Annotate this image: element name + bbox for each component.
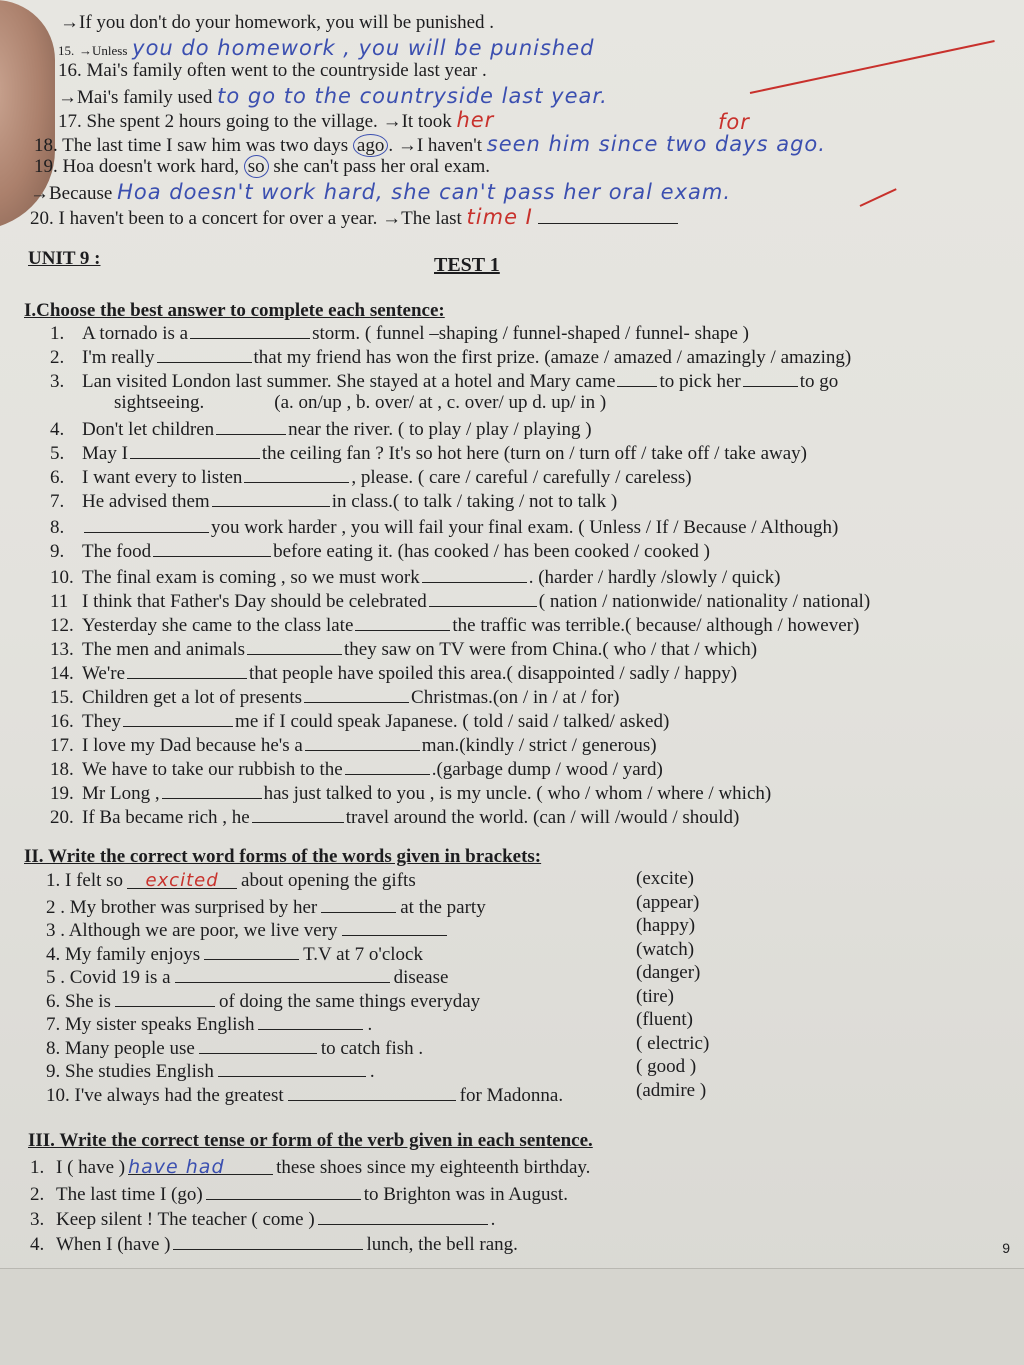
mcq-item: [50, 588, 870, 613]
answer-blank[interactable]: [617, 368, 657, 387]
handwritten-answer: time I: [466, 205, 533, 229]
item-number: 1.: [46, 870, 61, 891]
item-number: 13.: [50, 639, 74, 660]
item-text-before: The final exam is coming , so we must work: [82, 567, 420, 588]
answer-blank[interactable]: [153, 538, 271, 557]
circled-word: ago: [353, 134, 388, 157]
item-text-after: the traffic was terrible.( because/ although / however): [452, 615, 860, 636]
word-hint: (happy): [636, 915, 696, 936]
item-text-before: If Ba became rich , he: [82, 807, 250, 828]
word-hint: (appear): [636, 891, 700, 913]
rewrite-prefix: →Mai's family used: [58, 87, 213, 108]
rewrite-question: 20. I haven't been to a concert for over a year. →The last: [30, 208, 462, 229]
mcq-item: [82, 392, 606, 414]
item-text-before: The food: [82, 541, 152, 562]
red-mark: [860, 188, 897, 207]
item-text-after: you work harder , you will fail your final exam. ( Unless / If / Because / Although): [211, 517, 839, 538]
rewrite-line-15: [58, 36, 594, 61]
rewrite-line-16: 16. Mai's family often went to the countryside last year .: [58, 60, 487, 81]
red-mark: [750, 40, 995, 94]
item-text-before: Covid 19 is a: [69, 967, 171, 988]
handwritten-answer: have had: [128, 1156, 225, 1178]
item-text-before: I felt so: [65, 870, 124, 891]
test-title: TEST 1: [434, 254, 500, 276]
mcq-item: [50, 684, 619, 709]
answer-blank[interactable]: [244, 464, 349, 483]
word-form-item: [46, 1035, 423, 1060]
item-text-before: A tornado is a: [82, 323, 189, 344]
item-text-after: to catch fish .: [320, 1037, 424, 1059]
rewrite-question: 18. The last time I saw him was two days: [34, 135, 349, 156]
item-number: 19.: [50, 783, 74, 804]
item-number: 18.: [50, 759, 74, 780]
item-text-after: to Brighton was in August.: [363, 1184, 568, 1205]
answer-blank[interactable]: [175, 964, 390, 983]
item-text-after: about opening the gifts: [241, 870, 416, 891]
item-text-before: We're: [82, 663, 126, 684]
item-text-after: has just talked to you , is my uncle. ( who / whom / where / which): [263, 783, 772, 804]
mcq-item: [50, 440, 807, 465]
item-text-before: Many people use: [65, 1037, 195, 1059]
item-text-after: .: [490, 1209, 496, 1230]
item-text-before: May I: [82, 443, 128, 464]
answer-blank[interactable]: [247, 636, 342, 655]
item-number: 8.: [46, 1037, 61, 1059]
rewrite-question: 17. She spent 2 hours going to the village.: [58, 111, 378, 132]
answer-blank[interactable]: [355, 612, 450, 631]
item-number: 16.: [50, 711, 74, 732]
item-text-before: Children get a lot of presents: [82, 687, 303, 708]
item-number: 6.: [46, 990, 61, 1012]
answer-blank[interactable]: [127, 870, 237, 889]
item-number: 2.: [50, 347, 65, 368]
item-text-after: ( nation / nationwide/ nationality / national): [538, 591, 871, 612]
word-hint: (admire ): [636, 1079, 707, 1101]
item-text-after: , please. ( care / careful / carefully / careless): [351, 467, 692, 488]
item-text-after: these shoes since my eighteenth birthday.: [276, 1157, 591, 1178]
mcq-item: [50, 344, 851, 369]
word-hint: ( good ): [636, 1056, 697, 1077]
item-text-after: that people have spoiled this area.( disappointed / sadly / happy): [249, 663, 738, 684]
item-text-before: Although we are poor, we live very: [68, 920, 338, 941]
rewrite-question: 19. Hoa doesn't work hard,: [34, 156, 239, 177]
item-text-before: My family enjoys: [65, 943, 201, 965]
answer-blank[interactable]: [123, 708, 233, 727]
word-hint: (watch): [636, 938, 695, 960]
item-text-after: .: [367, 1014, 373, 1035]
answer-blank[interactable]: [422, 564, 527, 583]
item-number: 10.: [46, 1084, 70, 1106]
answer-blank[interactable]: [199, 1035, 317, 1054]
item-text-after: to go: [799, 371, 839, 392]
section-3-heading: III. Write the correct tense or form of the verb given in each sentence.: [28, 1130, 593, 1151]
unit-title: UNIT 9 :: [28, 248, 101, 269]
item-text-after: of doing the same things everyday: [218, 990, 481, 1012]
answer-blank[interactable]: [204, 941, 299, 960]
verb-form-item: [30, 1181, 568, 1206]
answer-blank[interactable]: [115, 988, 215, 1007]
item-number: 6.: [50, 467, 65, 488]
answer-blank[interactable]: [538, 205, 678, 224]
mcq-item: [50, 756, 663, 781]
item-text-before: Mr Long ,: [82, 783, 160, 804]
answer-blank[interactable]: [130, 440, 260, 459]
answer-blank[interactable]: [258, 1011, 363, 1030]
item-number: 3 .: [46, 920, 65, 941]
item-text-before: Don't let children: [82, 419, 215, 440]
item-number: 1.: [30, 1157, 45, 1178]
item-text-before: She studies English: [65, 1061, 214, 1082]
answer-blank[interactable]: [216, 416, 286, 435]
rewrite-prefix: . →I haven't: [388, 135, 483, 156]
item-text-after: .: [369, 1061, 375, 1082]
item-text-before: My brother was surprised by her: [69, 896, 318, 918]
item-text-after: Christmas.(on / in / at / for): [411, 687, 620, 708]
item-number: 5 .: [46, 967, 65, 988]
item-number: 12.: [50, 615, 74, 636]
item-number: 3.: [30, 1209, 45, 1230]
item-text-after: storm. ( funnel –shaping / funnel-shaped / funnel- shape ): [312, 323, 749, 344]
mcq-item: [50, 804, 739, 829]
answer-blank[interactable]: [173, 1231, 363, 1250]
item-number: 11: [50, 591, 69, 612]
verb-form-item: [30, 1206, 495, 1231]
handwritten-answer: seen him since two days ago.: [486, 132, 826, 156]
handwritten-answer: to go to the countryside last year.: [217, 84, 608, 108]
mcq-item: [50, 780, 771, 805]
answer-blank[interactable]: [318, 1206, 488, 1225]
mcq-item: [50, 514, 838, 539]
rewrite-line-18: [34, 132, 826, 157]
word-form-item: [46, 1058, 375, 1083]
item-text-after: that my friend has won the first prize. (amaze / amazed / amazingly / amazing): [253, 347, 852, 368]
item-text-before: Lan visited London last summer. She stayed at a hotel and Mary came: [82, 371, 616, 392]
mcq-item: [50, 708, 669, 733]
answer-blank[interactable]: [157, 344, 252, 363]
item-text-before: sightseeing.: [114, 392, 205, 413]
item-text-after: me if I could speak Japanese. ( told / said / talked/ asked): [235, 711, 670, 732]
rewrite-line-19-answer: [30, 180, 731, 205]
item-text-before: Yesterday she came to the class late: [82, 615, 354, 636]
item-text-after: lunch, the bell rang.: [366, 1234, 518, 1255]
mcq-item: [50, 368, 838, 393]
word-form-item: [46, 870, 416, 892]
item-number: 7.: [50, 491, 65, 512]
rewrite-line-14: →If you don't do your homework, you will be punished .: [60, 12, 495, 33]
item-number: 15.: [50, 687, 74, 708]
item-text-before: I want every to listen: [82, 467, 243, 488]
mcq-item: [50, 660, 737, 685]
item-text-before: My sister speaks English: [65, 1014, 255, 1035]
item-text-before: They: [82, 711, 122, 732]
handwritten-answer: excited: [145, 870, 219, 891]
answer-blank[interactable]: [304, 684, 409, 703]
handwritten-answer: you do homework , you will be punished: [132, 36, 595, 60]
item-text-after: T.V at 7 o'clock: [303, 943, 423, 965]
answer-blank[interactable]: [218, 1058, 366, 1077]
item-text-before: The last time I (go): [56, 1184, 203, 1205]
item-text-before: I ( have ): [56, 1157, 126, 1178]
item-text-before: Keep silent ! The teacher ( come ): [56, 1209, 315, 1230]
word-hint: ( electric): [636, 1032, 710, 1054]
answer-blank[interactable]: [206, 1181, 361, 1200]
rewrite-line-17: [58, 108, 750, 134]
item-number: 4.: [50, 419, 65, 440]
item-text-after: man.(kindly / strict / generous): [421, 735, 657, 756]
word-form-item: [46, 917, 451, 942]
answer-blank[interactable]: [212, 488, 330, 507]
word-form-item: [46, 941, 423, 966]
item-number: 2 .: [46, 896, 65, 918]
item-text-after: disease: [393, 967, 449, 988]
item-number: 9.: [50, 541, 65, 562]
word-form-item: [46, 988, 480, 1013]
answer-blank[interactable]: [288, 1082, 456, 1101]
item-text-before: I'm really: [82, 347, 155, 368]
answer-blank[interactable]: [190, 320, 310, 339]
rewrite-number: 15.: [58, 43, 75, 58]
word-form-item: [46, 964, 448, 989]
item-text-after: near the river. ( to play / play / playing ): [288, 419, 592, 440]
rewrite-question-rest: she can't pass her oral exam.: [273, 156, 490, 177]
page-number: 9: [1002, 1240, 1010, 1256]
item-number: 3.: [50, 371, 65, 392]
rewrite-prefix: →It took: [382, 111, 452, 132]
item-text-after: they saw on TV were from China.( who / that / which): [344, 639, 758, 660]
mcq-item: [50, 538, 710, 563]
item-text-before: The men and animals: [82, 639, 246, 660]
word-form-item: [46, 894, 486, 919]
rewrite-prefix: →Because: [30, 183, 113, 204]
answer-blank[interactable]: [429, 588, 537, 607]
mcq-item: [50, 320, 749, 345]
mcq-item: [50, 612, 859, 637]
answer-blank[interactable]: [127, 660, 247, 679]
item-number: 20.: [50, 807, 74, 828]
handwritten-answer: her: [456, 108, 495, 132]
item-text-before: When I (have ): [56, 1234, 171, 1255]
verb-form-item: [30, 1156, 590, 1179]
answer-blank[interactable]: [342, 917, 447, 936]
answer-blank[interactable]: [321, 894, 396, 913]
rewrite-line-20: [30, 205, 678, 230]
word-hint: (excite): [636, 868, 695, 889]
rewrite-line-19: [34, 156, 490, 178]
answer-blank[interactable]: [743, 368, 798, 387]
item-number: 2.: [30, 1184, 45, 1205]
item-number: 8.: [50, 517, 65, 538]
mcq-item: [50, 416, 592, 441]
item-text-before: We have to take our rubbish to the: [82, 759, 343, 780]
item-text-before: He advised them: [82, 491, 210, 512]
rewrite-line-16-answer: [58, 84, 608, 109]
word-form-item: [46, 1011, 372, 1036]
item-number: 14.: [50, 663, 74, 684]
item-text-after: in class.( to talk / taking / not to talk ): [331, 491, 618, 512]
item-number: 7.: [46, 1014, 61, 1035]
item-text-after: before eating it. (has cooked / has been cooked / cooked ): [273, 541, 710, 562]
circled-word: so: [244, 155, 269, 178]
item-number: 5.: [50, 443, 65, 464]
answer-blank[interactable]: [128, 1156, 273, 1178]
item-text-after: at the party: [400, 896, 486, 918]
item-text-after: (a. on/up , b. over/ at , c. over/ up d. up/ in ): [274, 392, 607, 413]
teacher-correction: for: [718, 110, 750, 134]
item-text-before: She is: [65, 990, 111, 1012]
item-text-after: for Madonna.: [459, 1084, 564, 1106]
rewrite-prefix: →Unless: [79, 43, 128, 58]
item-number: 10.: [50, 567, 74, 588]
item-text-before: I think that Father's Day should be celebrated: [82, 591, 427, 612]
item-text-before: I've always had the greatest: [74, 1084, 284, 1106]
answer-blank[interactable]: [84, 514, 209, 533]
mcq-item: [50, 732, 657, 757]
desk-surface: [0, 1268, 1024, 1365]
answer-blank[interactable]: [252, 804, 344, 823]
section-1-heading: I.Choose the best answer to complete each sentence:: [24, 300, 445, 321]
handwritten-answer: Hoa doesn't work hard, she can't pass her oral exam.: [117, 180, 732, 204]
mcq-item: [50, 464, 692, 489]
answer-blank[interactable]: [345, 756, 430, 775]
item-number: 4.: [30, 1234, 45, 1255]
item-text-after: .(garbage dump / wood / yard): [431, 759, 663, 780]
section-2-heading: II. Write the correct word forms of the words given in brackets:: [24, 846, 542, 867]
mcq-item: [50, 636, 757, 661]
mcq-item: [50, 488, 617, 513]
word-hint: (tire): [636, 985, 674, 1007]
item-number: 4.: [46, 943, 61, 965]
item-number: 9.: [46, 1061, 61, 1082]
answer-blank[interactable]: [305, 732, 420, 751]
word-hint: (fluent): [636, 1009, 693, 1030]
word-hint: (danger): [636, 962, 701, 983]
item-text-after: the ceiling fan ? It's so hot here (turn on / turn off / take off / take away): [261, 443, 808, 464]
mcq-item: [50, 564, 780, 589]
item-text-before: I love my Dad because he's a: [82, 735, 303, 756]
item-text-after: . (harder / hardly /slowly / quick): [528, 567, 781, 588]
item-number: 17.: [50, 735, 74, 756]
item-number: 1.: [50, 323, 65, 344]
item-text-after: travel around the world. (can / will /would / should): [345, 807, 740, 828]
answer-blank[interactable]: [162, 780, 262, 799]
word-form-item: [46, 1082, 563, 1107]
item-text-after: to pick her: [659, 371, 741, 392]
verb-form-item: [30, 1231, 518, 1256]
